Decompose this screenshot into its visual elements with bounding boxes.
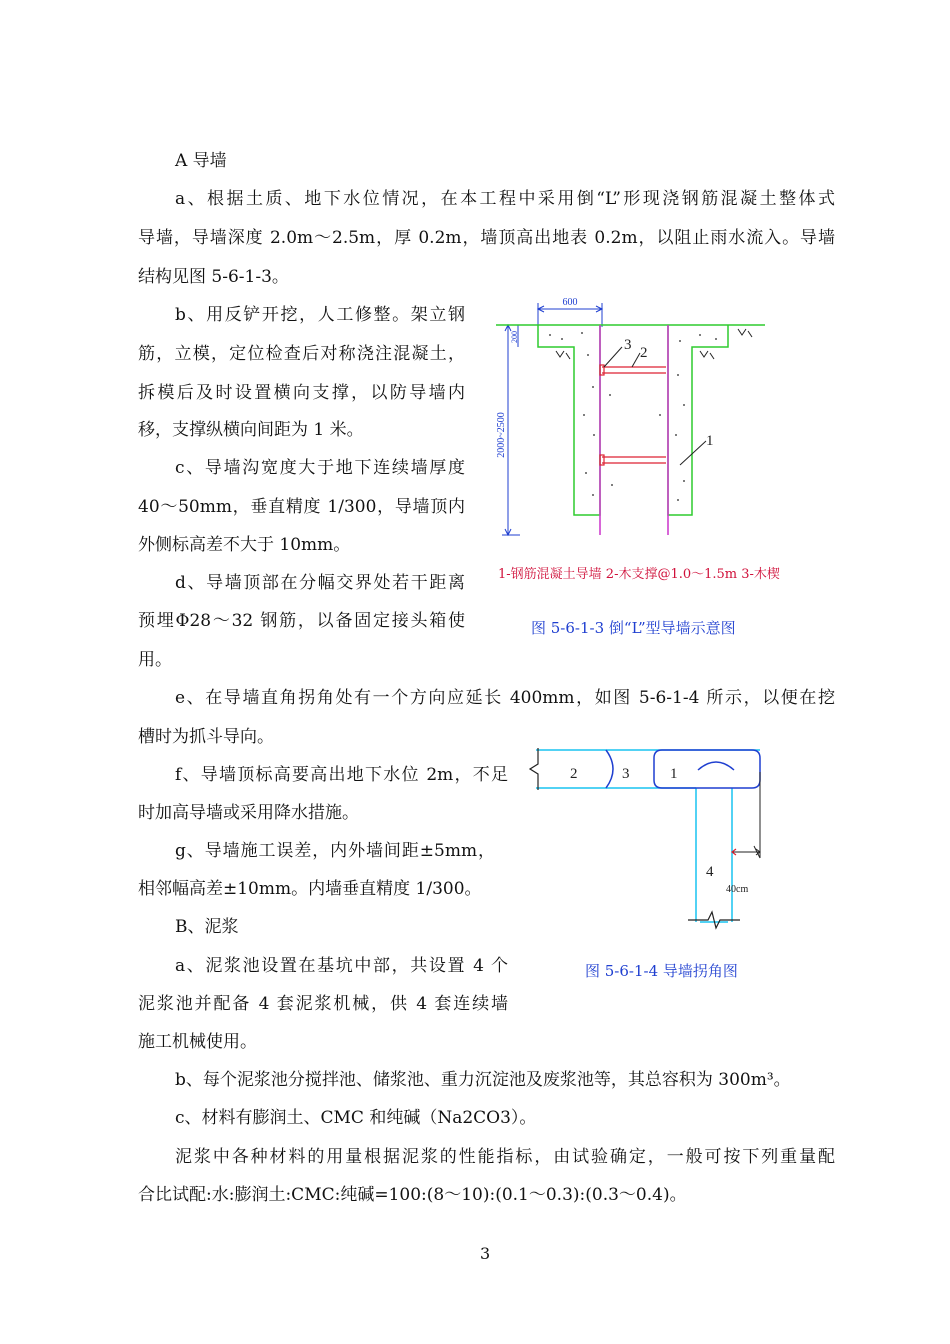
para-e-line2: 槽时为抓斗导向。 (138, 727, 274, 747)
soil-hatch (556, 329, 752, 359)
corner-diagram (520, 740, 780, 930)
para-f-line1: f、导墙顶标高要高出地下水位 2m，不足 (175, 765, 508, 785)
dim-width-label: 600 (562, 297, 578, 308)
figure1-legend: 1-钢筋混凝土导墙 2-木支撑@1.0～1.5m 3-木楔 (498, 567, 780, 582)
para-mix-line1: 泥浆中各种材料的用量根据泥浆的性能指标，由试验确定，一般可按下列重量配 (175, 1147, 835, 1167)
dim-top-label: 200 (510, 331, 519, 343)
para-ba-line1: a、泥浆池设置在基坑中部，共设置 4 个 (175, 956, 508, 976)
partition-arc (606, 750, 613, 788)
fig2-label-1: 1 (670, 766, 678, 782)
para-c-line1: c、导墙沟宽度大于地下连续墙厚度 (175, 458, 465, 478)
left-guide-wall (538, 325, 600, 515)
para-f-line2: 时加高导墙或采用降水措施。 (138, 803, 359, 823)
box-arc (698, 762, 734, 770)
para-g-line2: 相邻幅高差±10mm。内墙垂直精度 1/300。 (138, 879, 482, 899)
para-b-line2: 筋，立模，定位检查后对称浇注混凝土， (138, 344, 465, 364)
figure2-caption: 图 5-6-1-4 导墙拐角图 (585, 962, 738, 980)
section-a-title: A 导墙 (175, 151, 227, 171)
guide-wall-diagram (490, 295, 790, 545)
section-b-title: B、泥浆 (175, 917, 239, 937)
fig2-label-4: 4 (706, 864, 714, 880)
fig1-label-3: 3 (624, 337, 632, 353)
para-bb-line1: b、每个泥浆池分搅拌池、储浆池、重力沉淀池及废浆池等，其总容积为 300m³。 (175, 1070, 791, 1090)
fig2-label-3: 3 (622, 766, 630, 782)
para-a-line2: 导墙，导墙深度 2.0m～2.5m，厚 0.2m，墙顶高出地表 0.2m，以阻止雨水流入。导墙 (138, 228, 835, 248)
para-c-line2: 40～50mm，垂直精度 1/300，导墙顶内 (138, 497, 465, 517)
fig2-dim-40cm: 40cm (726, 884, 749, 895)
para-ba-line3: 施工机械使用。 (138, 1032, 257, 1052)
para-d-line2: 预埋Φ28～32 钢筋，以备固定接头箱使 (138, 611, 465, 631)
para-b-line3: 拆模后及时设置横向支撑，以防导墙内 (138, 383, 465, 403)
para-a-line1: a、根据土质、地下水位情况，在本工程中采用倒“L”形现浇钢筋混凝土整体式 (175, 189, 835, 209)
dimension-40cm (732, 772, 760, 858)
para-mix-line2: 合比试配:水:膨润土:CMC:纯碱=100:(8～10):(0.1～0.3):(0.3～0.4)。 (138, 1185, 687, 1205)
dim-depth-label: 2000~2500 (496, 412, 507, 458)
fig1-label-2: 2 (640, 345, 648, 361)
right-guide-wall (668, 325, 728, 515)
para-ba-line2: 泥浆池并配备 4 套泥浆机械，供 4 套连续墙 (138, 994, 508, 1014)
wood-strut-upper (600, 365, 666, 375)
page-number: 3 (480, 1244, 491, 1263)
figure1-caption: 图 5-6-1-3 倒“L”型导墙示意图 (531, 619, 736, 637)
para-d-line1: d、导墙顶部在分幅交界处若干距离 (175, 573, 465, 593)
para-b-line4: 移，支撑纵横向间距为 1 米。 (138, 420, 364, 440)
fig2-label-2: 2 (570, 766, 578, 782)
para-b-line1: b、用反铲开挖，人工修整。架立钢 (175, 305, 465, 325)
fig1-label-1: 1 (706, 433, 714, 449)
para-e-line1: e、在导墙直角拐角处有一个方向应延长 400mm，如图 5-6-1-4 所示，以便在挖 (175, 688, 835, 708)
para-c-line3: 外侧标高差不大于 10mm。 (138, 535, 351, 555)
para-d-line3: 用。 (138, 650, 172, 670)
para-bc-line1: c、材料有膨润土、CMC 和纯碱（Na2CO3）。 (175, 1108, 537, 1128)
para-a-line3: 结构见图 5-6-1-3。 (138, 267, 289, 287)
leader-lines (604, 347, 706, 465)
para-g-line1: g、导墙施工误差，内外墙间距±5mm， (175, 841, 495, 861)
wood-strut-lower (600, 455, 666, 465)
break-symbol-left (530, 748, 538, 790)
dimension-depth (502, 325, 538, 535)
